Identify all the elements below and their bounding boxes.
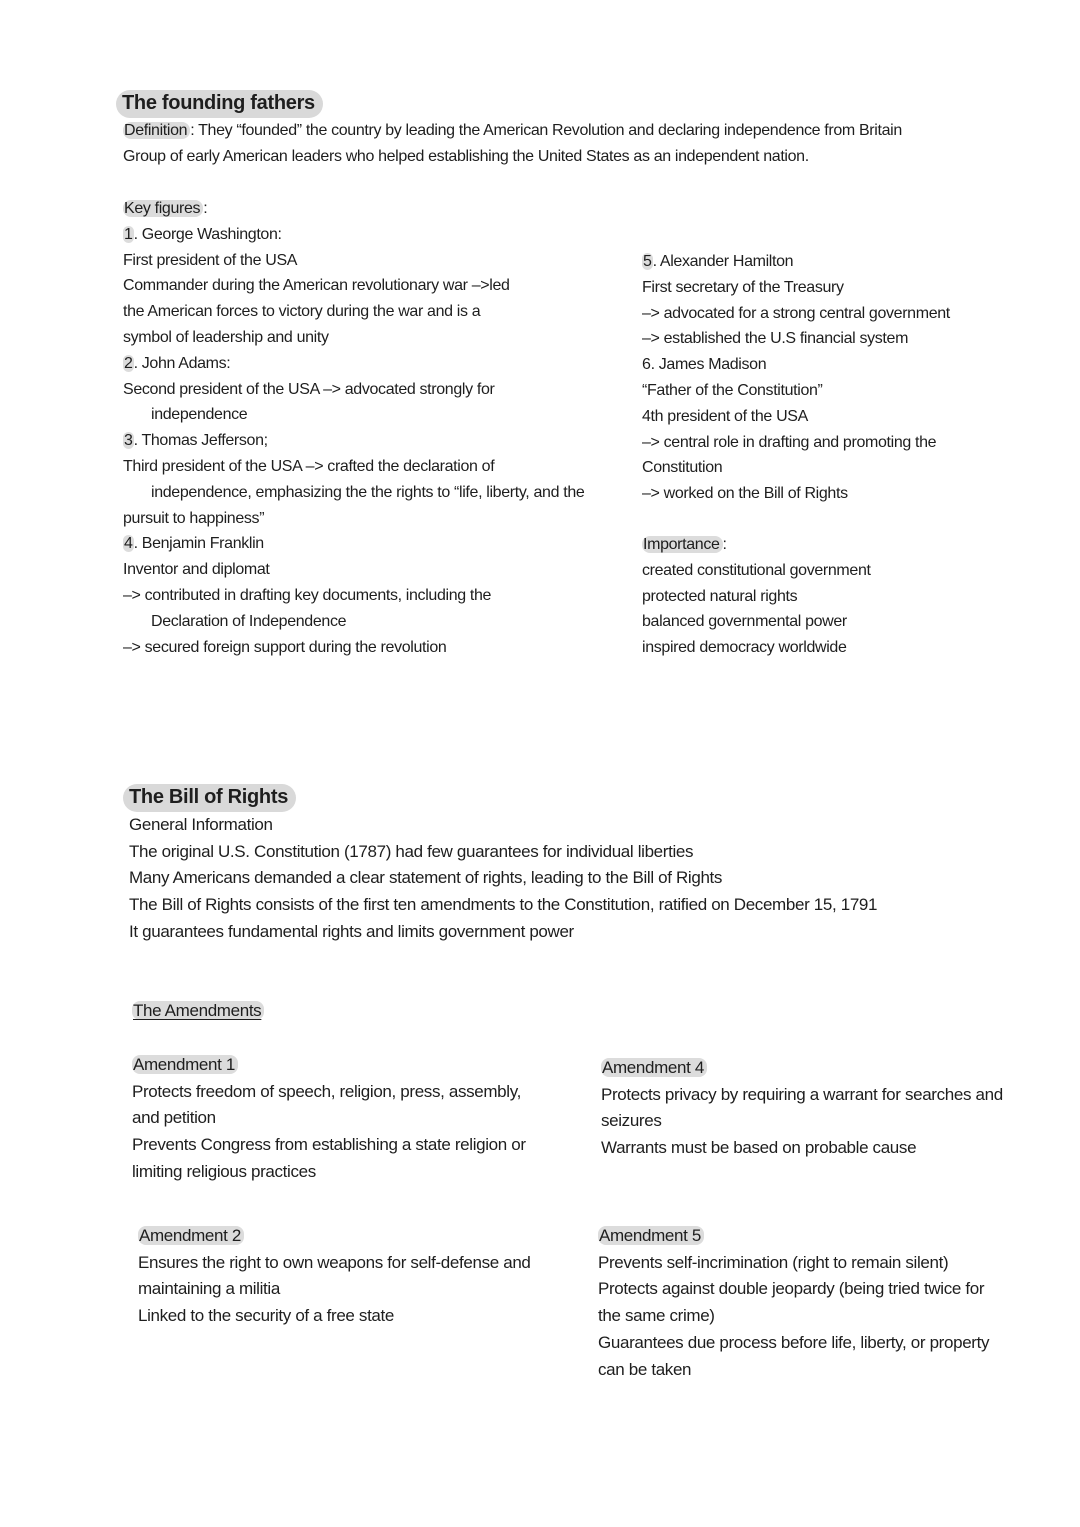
importance-label: Importance xyxy=(642,536,723,553)
figure-4-line: Inventor and diplomat xyxy=(123,561,270,579)
figure-1-name: . George Washington: xyxy=(133,225,282,243)
figure-3-number: 3 xyxy=(124,432,133,450)
figure-3-line: pursuit to happiness” xyxy=(123,509,265,527)
definition-block xyxy=(123,118,902,170)
amendment-1-line: Prevents Congress from establishing a state religion or xyxy=(132,1135,526,1155)
amendment-1-title: Amendment 1 xyxy=(132,1055,238,1074)
figure-4-line: Declaration of Independence xyxy=(151,612,347,630)
amendment-1-line: Protects freedom of speech, religion, press, assembly, xyxy=(132,1081,521,1101)
figure-6-number: 6 xyxy=(642,356,651,374)
figure-3-line: Third president of the USA –> crafted the declaration of xyxy=(123,457,495,475)
amendment-2-line: maintaining a militia xyxy=(138,1279,280,1299)
figure-2-heading xyxy=(123,351,584,377)
general-information-line: It guarantees fundamental rights and limits government power xyxy=(129,921,574,941)
key-figures-colon: : xyxy=(203,200,208,217)
amendment-5-line: Protects against double jeopardy (being tried twice for xyxy=(598,1279,985,1299)
figure-6-line: “Father of the Constitution” xyxy=(642,381,823,399)
figure-2-line: Second president of the USA –> advocated strongly for xyxy=(123,380,495,398)
amendment-5-title: Amendment 5 xyxy=(598,1226,704,1245)
amendment-4-line: seizures xyxy=(601,1111,662,1131)
general-information-line: The Bill of Rights consists of the first ten amendments to the Constitution, ratified on December 15, 1791 xyxy=(129,895,878,915)
amendment-4-line: Protects privacy by requiring a warrant for searches and xyxy=(601,1084,1003,1104)
figure-4-heading xyxy=(123,531,584,557)
amendment-4-line: Warrants must be based on probable cause xyxy=(601,1138,917,1158)
figure-4-line: –> contributed in drafting key documents, including the xyxy=(123,586,492,604)
figure-6-heading xyxy=(642,352,950,378)
figure-4-line: –> secured foreign support during the revolution xyxy=(123,638,447,656)
amendment-1-line: limiting religious practices xyxy=(132,1161,316,1181)
figure-4-number: 4 xyxy=(124,535,133,553)
amendment-2-line: Linked to the security of a free state xyxy=(138,1306,395,1326)
figure-6-line: –> worked on the Bill of Rights xyxy=(642,485,848,503)
figure-1-line: Commander during the American revolutionary war –>led xyxy=(123,277,510,295)
amendment-4-block xyxy=(601,1055,1003,1162)
figure-1-line: symbol of leadership and unity xyxy=(123,328,329,346)
figure-6-line: –> central role in drafting and promoting the xyxy=(642,433,937,451)
figure-1-heading xyxy=(123,222,584,248)
amendment-1-line: and petition xyxy=(132,1108,216,1128)
amendments-heading xyxy=(132,998,264,1025)
definition-label: Definition xyxy=(123,122,190,139)
figure-1-line: the American forces to victory during the war and is a xyxy=(123,303,481,321)
figure-5-name: . Alexander Hamilton xyxy=(652,253,794,270)
figure-6-line: 4th president of the USA xyxy=(642,407,808,425)
figure-3-name: . Thomas Jefferson; xyxy=(133,432,268,450)
general-information-block xyxy=(129,812,877,946)
amendment-2-title: Amendment 2 xyxy=(138,1226,244,1245)
importance-item: protected natural rights xyxy=(642,587,798,605)
amendment-5-block xyxy=(598,1223,989,1383)
importance-item: created constitutional government xyxy=(642,561,871,579)
amendment-1-block xyxy=(132,1052,526,1186)
key-figures-right-column xyxy=(642,249,950,507)
key-figures-label: Key figures xyxy=(123,200,203,217)
figure-5-line: –> advocated for a strong central government xyxy=(642,304,950,322)
figure-3-heading xyxy=(123,428,584,454)
amendment-2-line: Ensures the right to own weapons for self-defense and xyxy=(138,1252,531,1272)
figure-2-line: independence xyxy=(151,406,248,424)
importance-item: inspired democracy worldwide xyxy=(642,639,847,657)
general-information-line: The original U.S. Constitution (1787) had few guarantees for individual liberties xyxy=(129,841,694,861)
bill-of-rights-title: The Bill of Rights xyxy=(123,784,296,812)
amendment-5-line: Prevents self-incrimination (right to remain silent) xyxy=(598,1252,949,1272)
figure-5-heading xyxy=(642,249,950,275)
figure-1-number: 1 xyxy=(124,225,133,243)
amendment-2-block xyxy=(138,1223,531,1330)
importance-item: balanced governmental power xyxy=(642,613,847,631)
amendments-heading-text: The Amendments xyxy=(132,1001,264,1020)
figure-5-line: First secretary of the Treasury xyxy=(642,278,844,296)
definition-text: : They “founded” the country by leading the American Revolution and declaring independence from Britain xyxy=(190,122,902,139)
importance-colon: : xyxy=(722,536,727,553)
general-information-heading: General Information xyxy=(129,815,273,834)
figure-1-line: First president of the USA xyxy=(123,251,298,269)
amendment-4-title: Amendment 4 xyxy=(601,1058,707,1077)
general-information-line: Many Americans demanded a clear statement of rights, leading to the Bill of Rights xyxy=(129,868,723,888)
figure-2-number: 2 xyxy=(124,354,133,372)
amendment-5-line: Guarantees due process before life, liberty, or property xyxy=(598,1332,990,1352)
figure-5-number: 5 xyxy=(643,253,652,270)
figure-4-name: . Benjamin Franklin xyxy=(133,535,264,553)
founding-fathers-title: The founding fathers xyxy=(116,90,323,118)
key-figures-left-column xyxy=(123,196,584,660)
definition-line-2: Group of early American leaders who helped establishing the United States as an independent nation. xyxy=(123,147,809,165)
figure-6-name: . James Madison xyxy=(650,356,767,374)
figure-6-line: Constitution xyxy=(642,459,723,477)
figure-5-line: –> established the U.S financial system xyxy=(642,330,909,348)
importance-block xyxy=(642,532,871,661)
figure-2-name: . John Adams: xyxy=(133,354,231,372)
figure-3-line: independence, emphasizing the the rights to “life, liberty, and the xyxy=(151,483,585,501)
amendment-5-line: can be taken xyxy=(598,1359,692,1379)
amendment-5-line: the same crime) xyxy=(598,1306,715,1326)
